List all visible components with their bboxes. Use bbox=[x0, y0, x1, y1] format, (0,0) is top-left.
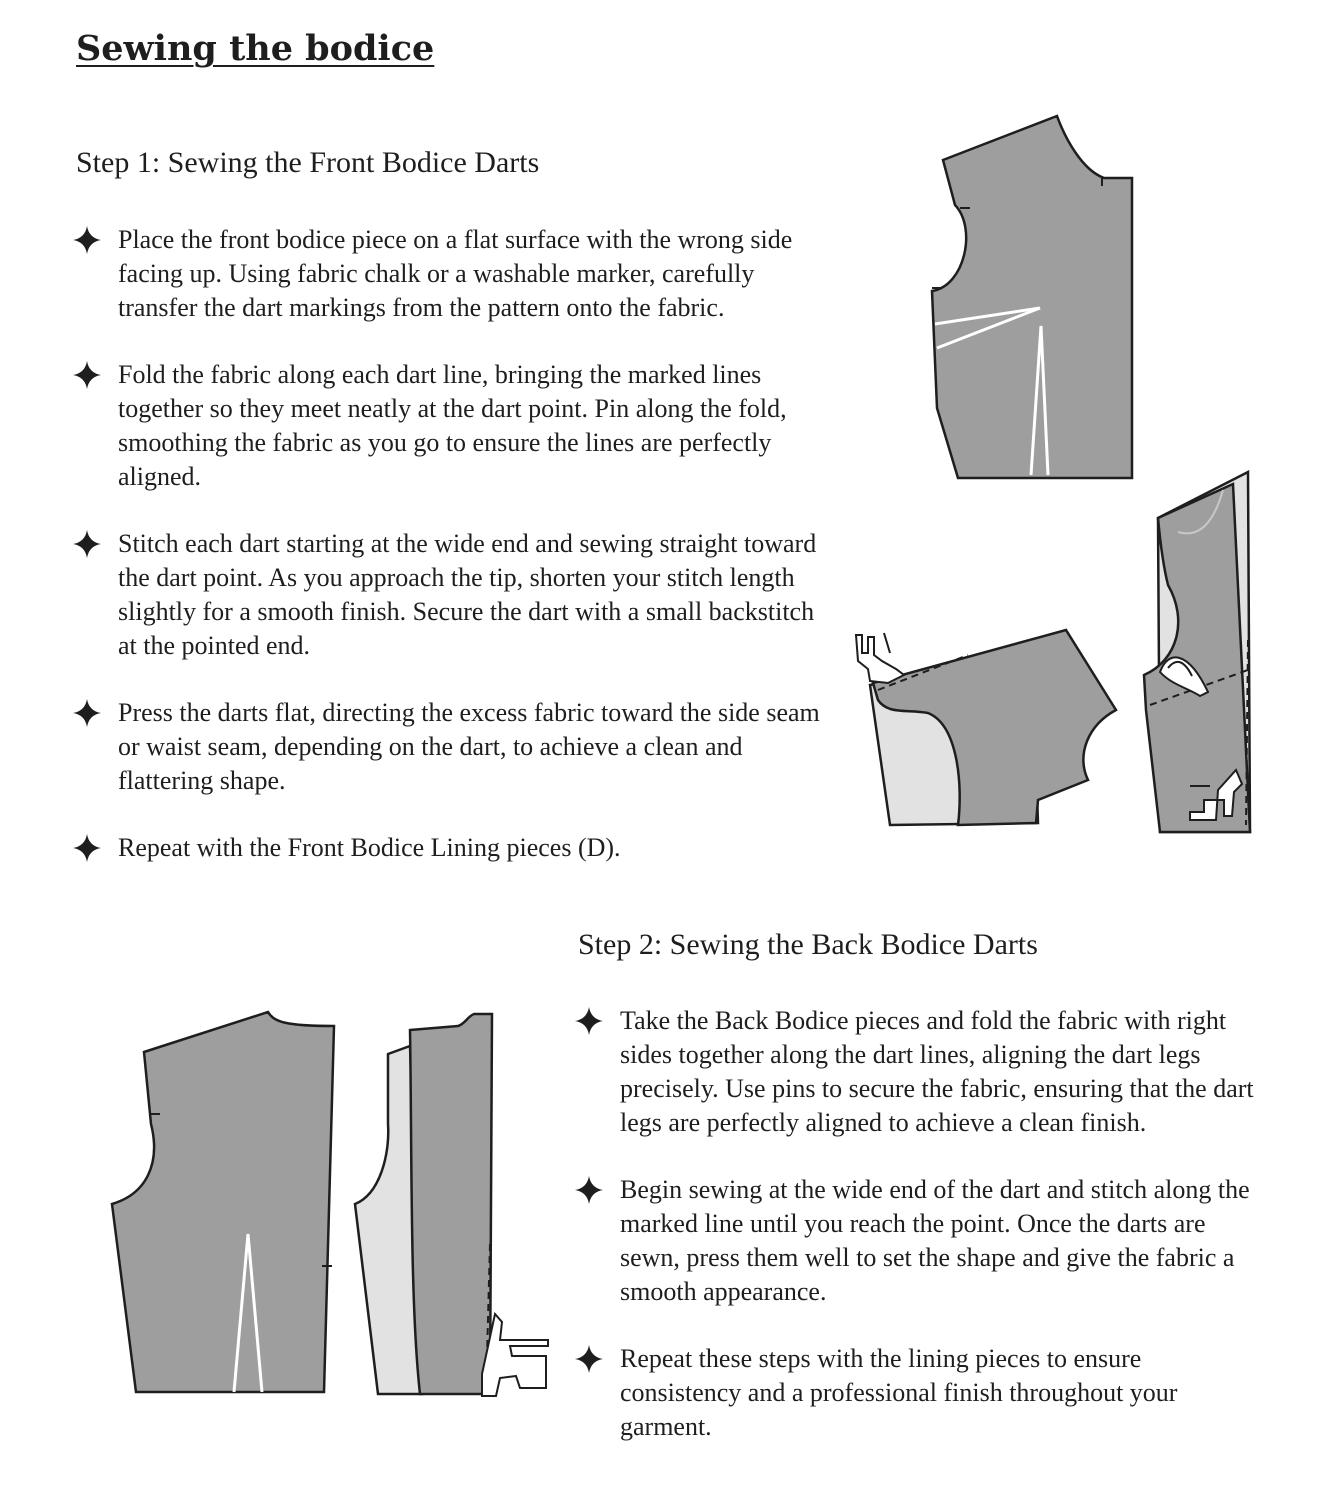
step-text: Press the darts flat, directing the excess fabric toward the side seam or waist seam, depending on the dart, to achieve a clean and flattering shape. bbox=[118, 698, 820, 795]
step-text: Repeat with the Front Bodice Lining pieces (D). bbox=[118, 833, 621, 862]
list-item bbox=[76, 358, 836, 494]
front-bodice-darts-illustration bbox=[920, 108, 1150, 488]
back-bodice-dart-illustration bbox=[106, 1004, 338, 1402]
four-point-star-icon bbox=[574, 1175, 604, 1205]
list-item bbox=[578, 1342, 1268, 1444]
list-item bbox=[76, 831, 836, 865]
four-point-star-icon bbox=[574, 1344, 604, 1374]
presser-foot-icon bbox=[856, 633, 904, 683]
page-title: Sewing the bodice bbox=[76, 28, 435, 69]
list-item bbox=[578, 1004, 1268, 1140]
front-bodice-pressing-illustration bbox=[1138, 470, 1260, 838]
step2-heading: Step 2: Sewing the Back Bodice Darts bbox=[578, 928, 1038, 961]
step-text: Fold the fabric along each dart line, bringing the marked lines together so they meet neatly at the dart point. Pin along the fold, smoothing the fabric as you go to ensure the lines are perfectly aligned. bbox=[118, 360, 787, 491]
step1-heading: Step 1: Sewing the Front Bodice Darts bbox=[76, 146, 540, 179]
four-point-star-icon bbox=[574, 1006, 604, 1036]
step-text: Begin sewing at the wide end of the dart and stitch along the marked line until you reach the point. Once the darts are sewn, press them well to set the shape and give the fabric a smooth appearance. bbox=[620, 1175, 1250, 1306]
step1-list bbox=[76, 223, 836, 898]
four-point-star-icon bbox=[72, 360, 102, 390]
step-text: Place the front bodice piece on a flat surface with the wrong side facing up. Using fabric chalk or a washable marker, carefully transfer the dart markings from the pattern onto the fabric. bbox=[118, 225, 793, 322]
step-text: Repeat these steps with the lining pieces to ensure consistency and a professional finish throughout your garment. bbox=[620, 1344, 1178, 1441]
step-text: Take the Back Bodice pieces and fold the fabric with right sides together along the dart lines, aligning the dart legs precisely. Use pins to secure the fabric, ensuring that the dart legs are perfectly aligned to achieve a clean finish. bbox=[620, 1006, 1254, 1137]
list-item bbox=[76, 696, 836, 798]
list-item bbox=[578, 1173, 1268, 1309]
back-dart-sewing-illustration bbox=[350, 1004, 555, 1400]
list-item bbox=[76, 223, 836, 325]
step-text: Stitch each dart starting at the wide end and sewing straight toward the dart point. As you approach the tip, shorten your stitch length slightly for a smooth finish. Secure the dart with a small backstitch at the pointed end. bbox=[118, 529, 817, 660]
four-point-star-icon bbox=[72, 833, 102, 863]
four-point-star-icon bbox=[72, 225, 102, 255]
four-point-star-icon bbox=[72, 698, 102, 728]
presser-foot-icon bbox=[482, 1314, 548, 1396]
step2-list bbox=[578, 1004, 1268, 1477]
four-point-star-icon bbox=[72, 529, 102, 559]
list-item bbox=[76, 527, 836, 663]
front-dart-sewing-illustration bbox=[848, 625, 1128, 830]
